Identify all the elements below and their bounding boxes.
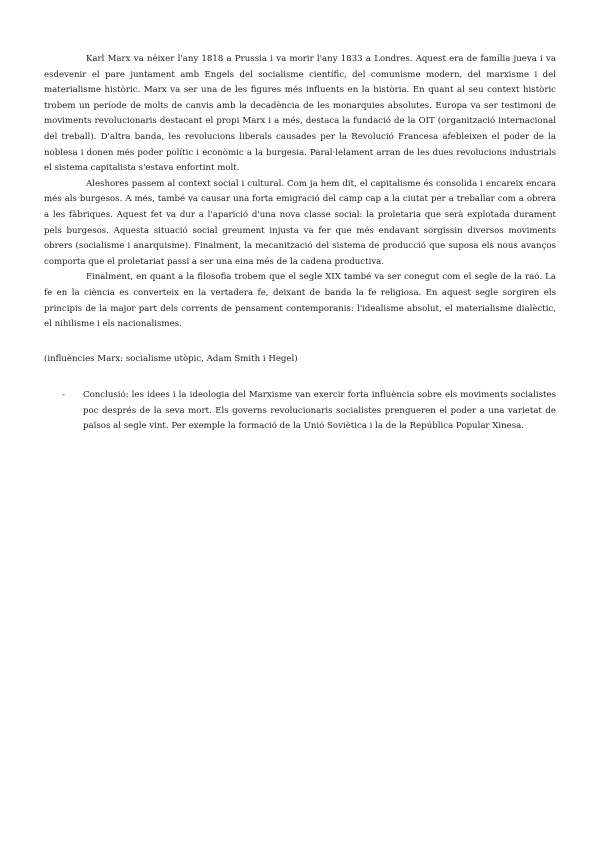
document-body (44, 52, 556, 435)
conclusion-list (44, 388, 556, 435)
list-item (44, 388, 556, 435)
paragraph-social-context: Aleshores passem al context social i cultural. Com ja hem dit, el capitalisme és consolida i encareix encara més als burgesos. A més, també va causar una forta emigració del camp cap a la ciutat per a treballar com a obrera a les fàbriques. Aquest fet va dur a l'aparició d'una nova classe social: la proletaria que serà explotada durament pels burgesos. Aquesta situació social greument injusta va fer que més endavant sorgissin diversos moviments obrers (socialisme i anarquisme). Finalment, la mecanització del sistema de producció que suposa els nous avanços comporta que el proletariat passi a ser una eina més de la cadena productiva. (44, 178, 556, 267)
dash-bullet: - (62, 390, 65, 401)
paragraph-philosophy-context: Finalment, en quant a la filosofia trobem que el segle XIX també va ser conegut com el segle de la raó. La fe en la ciència es converteix en la vertadera fe, deixant de banda la fe religiosa. En aquest segle sorgiren els principis de la major part dels corrents de pensament contemporanis: l'idealisme absolut, el materialisme dialèctic, el nihilisme i els nacionalismes. (44, 272, 556, 330)
influences-note: (influències Marx: socialisme utòpic, Adam Smith i Hegel) (44, 353, 298, 364)
paragraph-historical-context: Karl Marx va néixer l'any 1818 a Prussia i va morir l'any 1833 a Londres. Aquest era de família jueva i va esdevenir el pare juntament amb Engels del socialisme científic, del comunisme modern, del marxisme i del materialisme històric. Marx va ser una de les figures més influents en la història. En quant al seu context històric trobem un període de molts de canvis amb la decadència de les monarquies absolutes. Europa va ser testimoni de moviments revolucionaris destacant el propi Marx i a més, destaca la fundació de la OIT (organització internacional del treball). D'altra banda, les revolucions liberals causades per la Revolució Francesa afebleixen el poder de la noblesa i donen més poder polític i econòmic a la burgesia. Paral·lelament arran de les dues revolucions industrials el sistema capitalista s'estava enfortint molt. (44, 54, 556, 174)
conclusion-text: Conclusió: les idees i la ideologia del Marxisme van exercir forta influència sobre els moviments socialistes poc després de la seva mort. Els governs revolucionaris socialistes prengueren el poder a una varietat de països al segle vint. Per exemple la formació de la Unió Soviètica i la de la República Popular Xinesa. (83, 390, 556, 432)
